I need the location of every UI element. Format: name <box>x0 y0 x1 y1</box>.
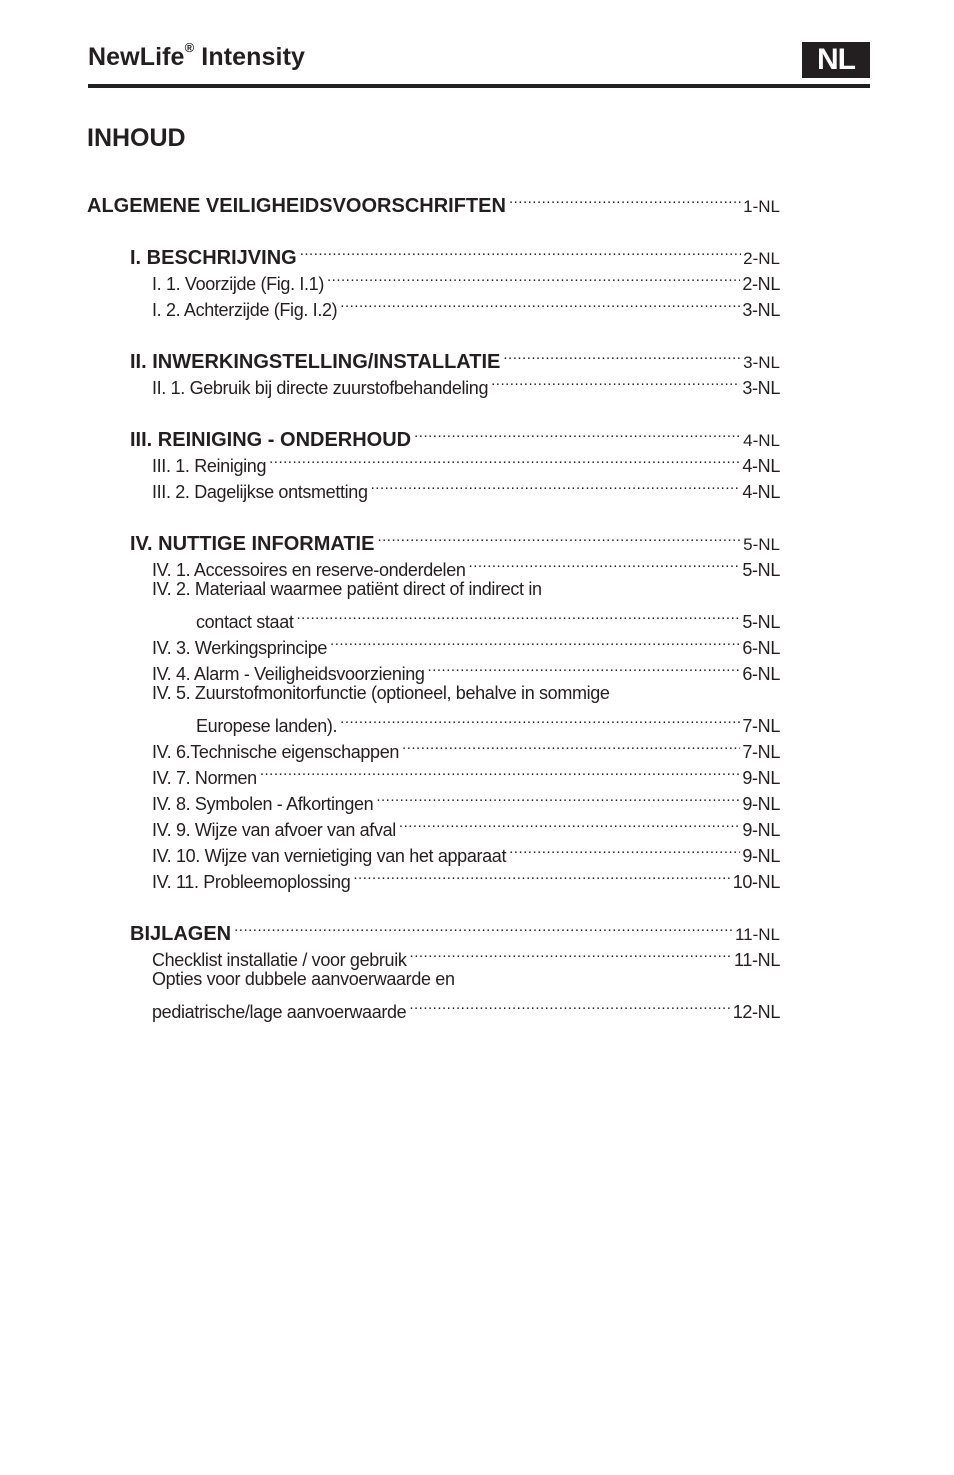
toc-entry-page: 9-NL <box>742 820 780 840</box>
toc-entry-label: BIJLAGEN <box>130 923 232 945</box>
toc-entry-label: IV. NUTTIGE INFORMATIE <box>130 533 375 555</box>
toc-leader-dots <box>234 914 733 940</box>
toc-entry-4-9[interactable] <box>152 810 780 840</box>
toc-entry-4-3[interactable] <box>152 628 780 658</box>
toc-leader-dots <box>402 732 740 758</box>
toc-entry-label: pediatrische/lage aanvoerwaarde <box>152 1002 407 1022</box>
toc-leader-dots <box>297 602 741 628</box>
toc-heading: INHOUD <box>87 124 186 152</box>
language-badge: NL <box>802 42 870 78</box>
toc-entry-flow-options-line1[interactable]: Opties voor dubbele aanvoerwaarde en <box>152 969 455 989</box>
toc-entry-page: 6-NL <box>742 638 780 658</box>
toc-entry-label: ALGEMENE VEILIGHEIDSVOORSCHRIFTEN <box>87 195 506 217</box>
toc-entry-page: 11-NL <box>734 925 780 944</box>
toc-entry-4-2-line1[interactable]: IV. 2. Materiaal waarmee patiënt direct of indirect in <box>152 579 542 599</box>
toc-entry-page: 12-NL <box>732 1002 780 1022</box>
toc-entry-4-4[interactable] <box>152 654 780 684</box>
toc-leader-dots <box>409 992 730 1018</box>
toc-entry-4-5-line1[interactable]: IV. 5. Zuurstofmonitorfunctie (optioneel, behalve in sommige <box>152 683 610 703</box>
toc-entry-page: 9-NL <box>742 768 780 788</box>
toc-entry-label: IV. 10. Wijze van vernietiging van het apparaat <box>152 846 507 866</box>
toc-entry-label: IV. 9. Wijze van afvoer van afval <box>152 820 396 840</box>
toc-entry-label: I. BESCHRIJVING <box>130 247 297 269</box>
toc-entry-label: II. 1. Gebruik bij directe zuurstofbehandeling <box>152 378 489 398</box>
toc-leader-dots <box>340 706 740 732</box>
toc-leader-dots <box>503 342 741 368</box>
toc-entry-page: 3-NL <box>742 300 780 320</box>
toc-leader-dots <box>327 264 740 290</box>
toc-entry-page: 5-NL <box>743 535 780 554</box>
toc-entry-flow-options[interactable] <box>152 992 780 1022</box>
toc-entry-4-5[interactable] <box>196 706 780 736</box>
toc-entry-page: 11-NL <box>734 950 780 970</box>
toc-entry-label: Europese landen). <box>196 716 338 736</box>
toc-leader-dots <box>340 290 740 316</box>
toc-entry-label: IV. 6.Technische eigenschappen <box>152 742 400 762</box>
toc-leader-dots <box>353 862 730 888</box>
toc-leader-dots <box>491 368 740 394</box>
toc-entry-page: 1-NL <box>743 197 780 216</box>
toc-entry-page: 5-NL <box>742 612 780 632</box>
toc-entry-page: 7-NL <box>742 742 780 762</box>
toc-leader-dots <box>428 654 741 680</box>
product-suffix: Intensity <box>201 43 305 71</box>
toc-entry-page: 4-NL <box>742 456 780 476</box>
toc-entry-label: III. 1. Reiniging <box>152 456 267 476</box>
toc-entry-page: 5-NL <box>742 560 780 580</box>
toc-entry-label: II. INWERKINGSTELLING/INSTALLATIE <box>130 351 501 373</box>
toc-entry-page: 4-NL <box>742 482 780 502</box>
toc-entry-page: 6-NL <box>742 664 780 684</box>
header-divider <box>88 84 870 88</box>
toc-entry-page: 7-NL <box>742 716 780 736</box>
toc-entry-3-2[interactable] <box>152 472 780 502</box>
toc-entry-page: 2-NL <box>743 249 780 268</box>
toc-entry-section-1[interactable] <box>130 238 780 269</box>
toc-entry-page: 3-NL <box>743 353 780 372</box>
toc-entry-4-11[interactable] <box>152 862 780 892</box>
toc-entry-label: IV. 8. Symbolen - Afkortingen <box>152 794 374 814</box>
toc-entry-section-2[interactable] <box>130 342 780 373</box>
toc-entry-label: III. REINIGING - ONDERHOUD <box>130 429 412 451</box>
toc-leader-dots <box>399 810 740 836</box>
toc-leader-dots <box>269 446 740 472</box>
toc-entry-section-3[interactable] <box>130 420 780 451</box>
toc-leader-dots <box>377 524 741 550</box>
toc-leader-dots <box>300 238 741 264</box>
toc-entry-section-4[interactable] <box>130 524 780 555</box>
toc-entry-label: contact staat <box>196 612 294 632</box>
toc-entry-page: 9-NL <box>742 846 780 866</box>
toc-entry-page: 9-NL <box>742 794 780 814</box>
toc-entry-appendices[interactable] <box>130 914 780 945</box>
toc-entry-checklist[interactable] <box>152 940 780 970</box>
toc-entry-label: I. 1. Voorzijde (Fig. I.1) <box>152 274 324 294</box>
toc-entry-label: IV. 7. Normen <box>152 768 257 788</box>
toc-entry-4-10[interactable] <box>152 836 780 866</box>
toc-entry-label: Checklist installatie / voor gebruik <box>152 950 407 970</box>
toc-entry-4-8[interactable] <box>152 784 780 814</box>
toc-entry-3-1[interactable] <box>152 446 780 476</box>
toc-entry-2-1[interactable] <box>152 368 780 398</box>
toc-entry-label: IV. 1. Accessoires en reserve-onderdelen <box>152 560 466 580</box>
toc-leader-dots <box>260 758 741 784</box>
toc-entry-general-safety[interactable] <box>87 186 780 217</box>
toc-leader-dots <box>509 186 741 212</box>
toc-entry-1-2[interactable] <box>152 290 780 320</box>
toc-leader-dots <box>330 628 740 654</box>
toc-leader-dots <box>376 784 740 810</box>
toc-entry-label: I. 2. Achterzijde (Fig. I.2) <box>152 300 338 320</box>
toc-entry-page: 10-NL <box>732 872 780 892</box>
product-name: NewLife <box>88 43 185 71</box>
toc-entry-4-2[interactable] <box>196 602 780 632</box>
toc-entry-label: IV. 3. Werkingsprincipe <box>152 638 328 658</box>
product-title <box>88 39 305 72</box>
toc-leader-dots <box>410 940 733 966</box>
toc-entry-page: 3-NL <box>742 378 780 398</box>
toc-entry-4-7[interactable] <box>152 758 780 788</box>
toc-entry-4-1[interactable] <box>152 550 780 580</box>
toc-entry-label: IV. 4. Alarm - Veiligheidsvoorziening <box>152 664 425 684</box>
toc-entry-label: III. 2. Dagelijkse ontsmetting <box>152 482 368 502</box>
toc-leader-dots <box>371 472 741 498</box>
toc-leader-dots <box>414 420 741 446</box>
page-header <box>88 40 870 88</box>
toc-entry-1-1[interactable] <box>152 264 780 294</box>
toc-leader-dots <box>509 836 740 862</box>
registered-mark: ® <box>184 39 195 55</box>
toc-entry-label: IV. 11. Probleemoplossing <box>152 872 351 892</box>
toc-entry-page: 2-NL <box>742 274 780 294</box>
toc-leader-dots <box>469 550 741 576</box>
toc-entry-4-6[interactable] <box>152 732 780 762</box>
toc-entry-page: 4-NL <box>743 431 780 450</box>
